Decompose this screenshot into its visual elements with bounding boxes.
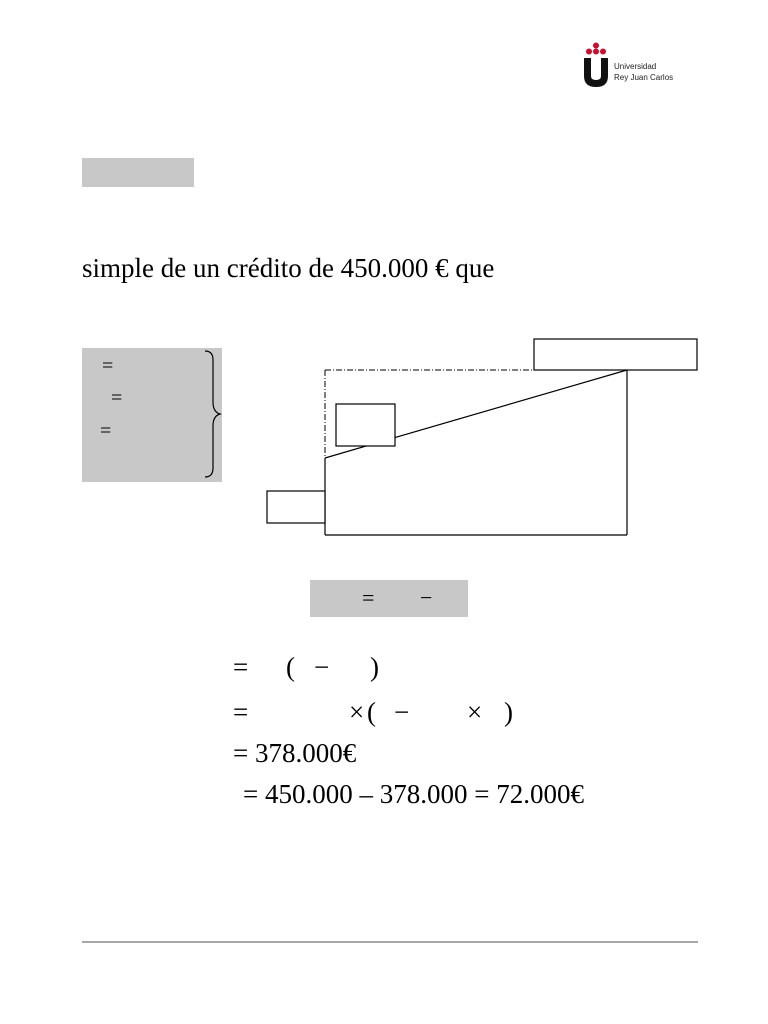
logo-line-1: Universidad xyxy=(614,62,657,71)
calc-line-2-times-1: × xyxy=(349,697,365,727)
left-label-box xyxy=(267,491,325,523)
calc-line-1-close-paren: ) xyxy=(370,652,379,682)
calc-line-4: = 450.000 – 378.000 = 72.000€ xyxy=(243,779,584,809)
middle-label-box xyxy=(336,404,395,446)
calc-line-1-minus: − xyxy=(314,652,330,682)
formula-box xyxy=(310,580,468,617)
data-equals-3: = xyxy=(100,420,112,442)
calc-line-1-equals: = xyxy=(233,652,249,682)
top-right-label-box xyxy=(534,339,697,370)
calc-line-2-open-paren: ( xyxy=(367,697,376,727)
calc-line-2-times-2: × xyxy=(467,697,483,727)
data-equals-2: = xyxy=(111,387,123,409)
calc-line-1-open-paren: ( xyxy=(286,652,295,682)
problem-statement: simple de un crédito de 450.000 € que xyxy=(82,253,495,283)
calc-line-2-close-paren: ) xyxy=(504,697,513,727)
data-equals-1: = xyxy=(102,355,114,377)
calc-line-2-equals: = xyxy=(233,697,249,727)
footer-rule xyxy=(82,941,698,943)
formula-equals: = xyxy=(362,585,375,610)
formula-minus: − xyxy=(420,585,433,610)
logo-line-2: Rey Juan Carlos xyxy=(614,73,674,82)
calc-line-2-minus: − xyxy=(394,697,410,727)
calc-line-3: = 378.000€ xyxy=(233,738,357,768)
